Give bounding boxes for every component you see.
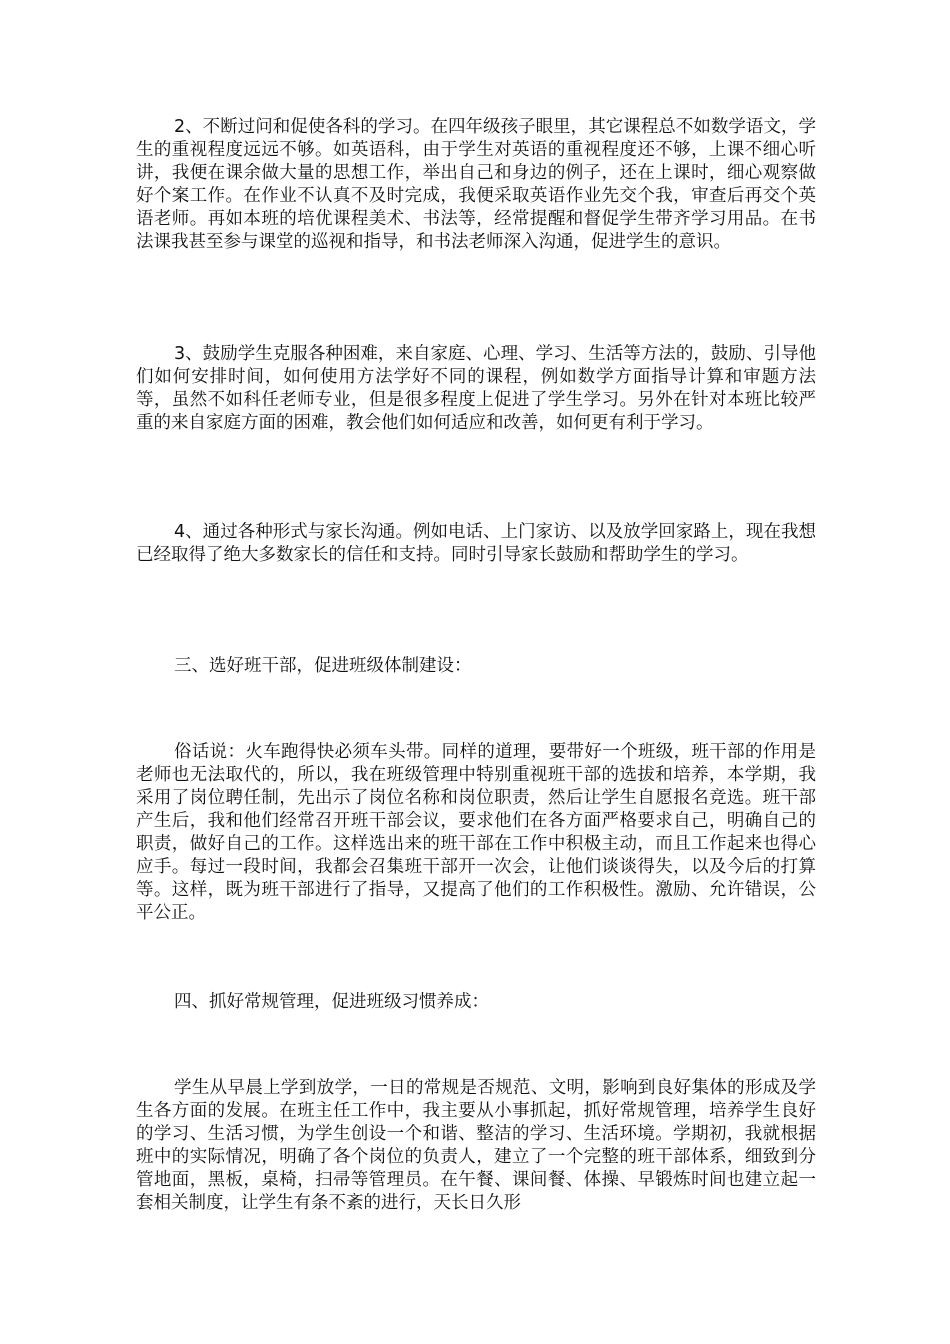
paragraph-class-leaders: 俗话说：火车跑得快必须车头带。同样的道理，要带好一个班级，班干部的作用是老师也无法取代的，所以，我在班级管理中特别重视班干部的选拔和培养，本学期，我采用了岗位聘任制，先出示了岗位名称和岗位职责，然后让学生自愿报名竞选。班干部产生后，我和他们经常召开班干部会议，要求他们在各方面严格要求自己，明确自己的职责，做好自己的工作。这样选出来的班干部在工作中积极主动，而且工作起来也得心应手。每过一段时间，我都会召集班干部开一次会，让他们谈谈得失，以及今后的打算等。这样，既为班干部进行了指导，又提高了他们的工作积极性。激励、允许错误，公平公正。 (136, 742, 816, 923)
paragraph-item-2: 2、不断过问和促使各科的学习。在四年级孩子眼里，其它课程总不如数学语文，学生的重视程度远远不够。如英语科，由于学生对英语的重视程度还不够，上课不细心听讲，我便在课余做大量的思想工作，举出自己和身边的例子，还在上课时，细心观察做好个案工作。在作业不认真不及时完成，我便采取英语作业先交个我，审查后再交个英语老师。再如本班的培优课程美术、书法等，经常提醒和督促学生带齐学习用品。在书法课我甚至参与课堂的巡视和指导，和书法老师深入沟通，促进学生的意识。 (136, 117, 816, 252)
section-heading-4: 四、抓好常规管理，促进班级习惯养成： (174, 992, 489, 1012)
paragraph-item-3: 3、鼓励学生克服各种困难，来自家庭、心理、学习、生活等方法的，鼓励、引导他们如何安排时间，如何使用方法学好不同的课程，例如数学方面指导计算和审题方法等，虽然不如科任老师专业，但是很多程度上促进了学生学习。另外在针对本班比较严重的来自家庭方面的困难，教会他们如何适应和改善，如何更有利于学习。 (136, 344, 816, 433)
paragraph-item-4: 4、通过各种形式与家长沟通。例如电话、上门家访、以及放学回家路上，现在我想已经取得了绝大多数家长的信任和支持。同时引导家长鼓励和帮助学生的学习。 (136, 522, 816, 565)
section-heading-3: 三、选好班干部，促进班级体制建设： (174, 656, 472, 676)
paragraph-routine-management: 学生从早晨上学到放学，一日的常规是否规范、文明，影响到良好集体的形成及学生各方面的发展。在班主任工作中，我主要从小事抓起，抓好常规管理，培养学生良好的学习、生活习惯，为学生创设一个和谐、整洁的学习、生活环境。学期初，我就根据班中的实际情况，明确了各个岗位的负责人，建立了一个完整的班干部体系，细致到分管地面，黑板，桌椅，扫帚等管理员。在午餐、课间餐、体操、早锻炼时间也建立起一套相关制度，让学生有条不紊的进行，天长日久形 (136, 1078, 816, 1213)
